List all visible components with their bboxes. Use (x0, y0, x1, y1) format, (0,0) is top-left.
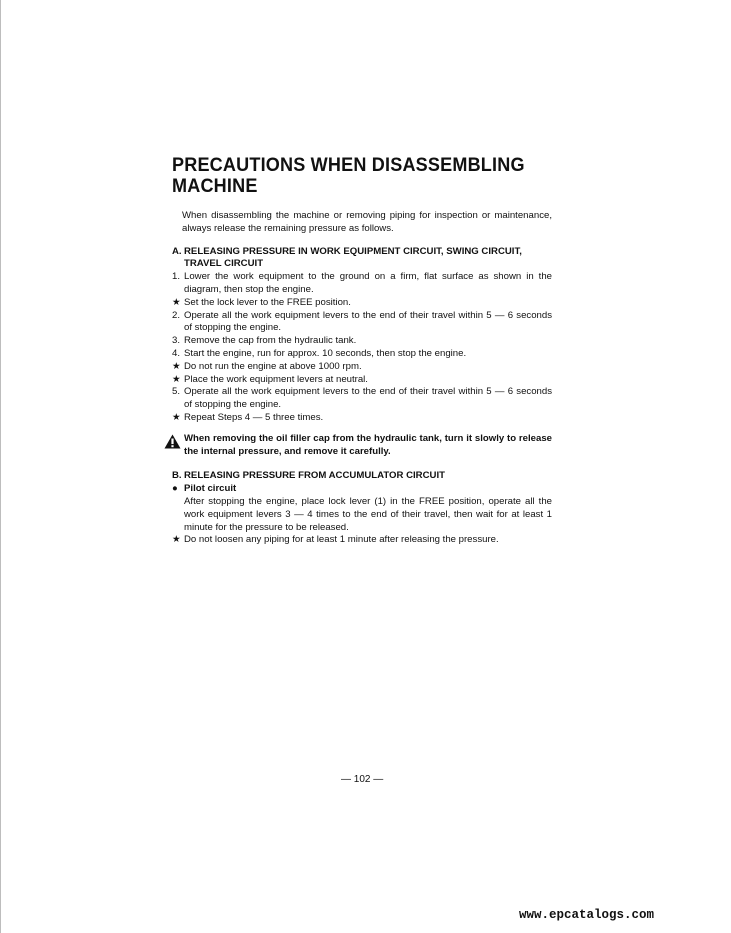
page-edge (0, 0, 1, 933)
step-text: Operate all the work equipment levers to the end of their travel within 5 — 6 seconds of stopping the engine. (184, 309, 552, 334)
step-item (172, 374, 552, 387)
step-text: Repeat Steps 4 — 5 three times. (184, 411, 324, 423)
page-content (172, 155, 552, 547)
step-text: Operate all the work equipment levers to the end of their travel within 5 — 6 seconds of stopping the engine. (184, 386, 552, 411)
step-item (172, 386, 552, 412)
warning-icon (164, 433, 184, 459)
pilot-circuit-note (172, 534, 552, 547)
step-marker: ★ (172, 296, 181, 308)
step-text: Set the lock lever to the FREE position. (184, 296, 351, 308)
page-number: — 102 — (341, 774, 384, 785)
watermark: www.epcatalogs.com (519, 908, 655, 922)
note-marker: ★ (172, 534, 181, 546)
pilot-circuit-title: Pilot circuit (184, 483, 237, 495)
section-a-heading (172, 246, 552, 272)
step-item (172, 412, 552, 425)
step-text: Lower the work equipment to the ground on a firm, flat surface as shown in the diagram, then stop the engine. (184, 271, 552, 295)
step-marker: 4. (172, 347, 181, 359)
step-text: Start the engine, run for approx. 10 seconds, then stop the engine. (184, 347, 467, 359)
page-title: PRECAUTIONS WHEN DISASSEMBLING MACHINE (172, 155, 525, 197)
step-marker: 2. (172, 309, 181, 321)
step-marker: ★ (172, 360, 181, 372)
section-b-label: B. (172, 470, 182, 482)
step-text: Remove the cap from the hydraulic tank. (184, 335, 357, 347)
step-item (172, 297, 552, 310)
step-marker: ★ (172, 373, 181, 385)
pilot-circuit-body: After stopping the engine, place lock lever (1) in the FREE position, operate all the work equipment levers 3 — 4 times to the end of their travel, then wait for at least 1 minute for the pressure to be released. (184, 495, 552, 533)
section-a-steps (172, 271, 552, 425)
section-a-label: A. (172, 245, 182, 257)
step-text: Do not run the engine at above 1000 rpm. (184, 360, 362, 372)
section-b-heading (172, 470, 552, 483)
step-marker: 5. (172, 386, 181, 398)
step-item (172, 335, 552, 348)
pilot-circuit-heading (172, 483, 552, 496)
step-item (172, 361, 552, 374)
step-marker: 1. (172, 271, 181, 283)
step-item (172, 271, 552, 297)
intro-paragraph: When disassembling the machine or removing piping for inspection or maintenance, always release the remaining pressure as follows. (182, 210, 552, 234)
step-text: Place the work equipment levers at neutral. (184, 373, 368, 385)
warning-block (164, 433, 552, 459)
step-item (172, 348, 552, 361)
step-item (172, 310, 552, 336)
bullet-icon: ● (172, 483, 178, 495)
warning-text: When removing the oil filler cap from the hydraulic tank, turn it slowly to release the internal pressure, and remove it carefully. (184, 432, 552, 457)
step-marker: ★ (172, 411, 181, 423)
section-b-title: RELEASING PRESSURE FROM ACCUMULATOR CIRCUIT (184, 470, 445, 482)
step-marker: 3. (172, 335, 181, 347)
section-a-title: RELEASING PRESSURE IN WORK EQUIPMENT CIRCUIT, SWING CIRCUIT, TRAVEL CIRCUIT (184, 245, 522, 270)
note-text: Do not loosen any piping for at least 1 minute after releasing the pressure. (184, 534, 499, 546)
